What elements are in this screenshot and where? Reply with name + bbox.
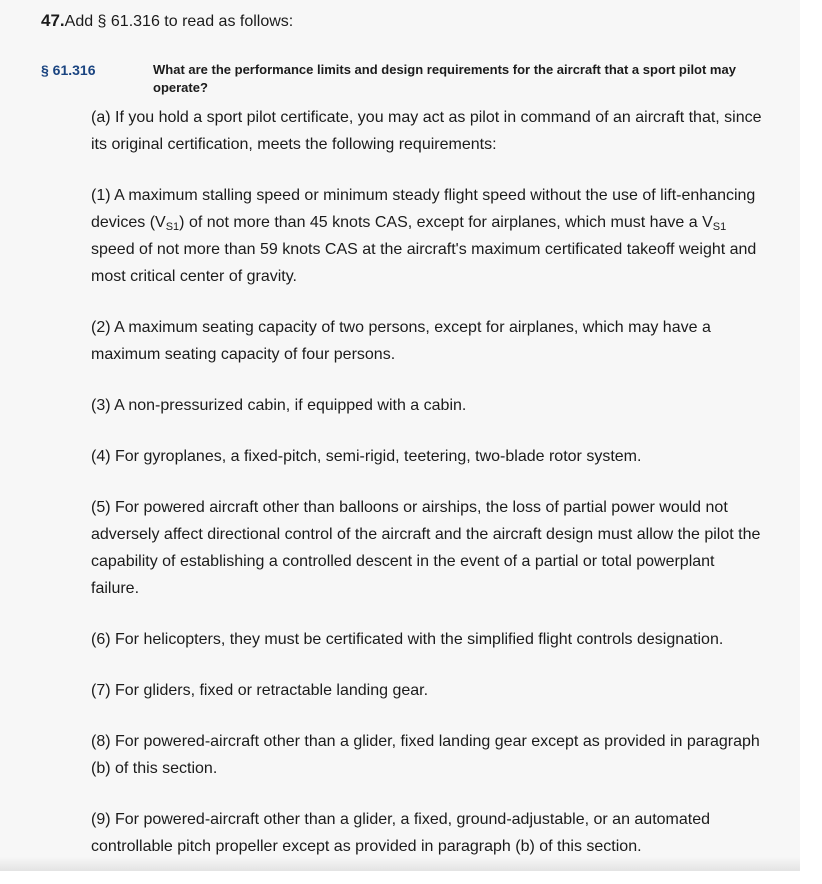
paragraph-1-subscript-1: S1: [165, 221, 180, 233]
instruction-text: Add § 61.316 to read as follows:: [64, 13, 294, 30]
section-subject: What are the performance limits and design requirements for the aircraft that a sport pilot may operate?: [153, 62, 736, 95]
paragraph-6: (6) For helicopters, they must be certificated with the simplified flight controls designation.: [91, 631, 724, 648]
paragraph-a: (a) If you hold a sport pilot certificate, you may act as pilot in command of an aircraft that, since its original certification, meets the following requirements:: [91, 109, 762, 153]
paragraph-1-text-part3: speed of not more than 59 knots CAS at the aircraft's maximum certificated takeoff weight and most critical center of gravity.: [91, 241, 757, 285]
paragraph-9: (9) For powered-aircraft other than a glider, a fixed, ground-adjustable, or an automated controllable pitch propeller except as provided in paragraph (b) of this section.: [91, 811, 711, 855]
instruction-number: 47.: [41, 11, 65, 30]
paragraph-5: (5) For powered aircraft other than balloons or airships, the loss of partial power would not adversely affect directional control of the aircraft and the aircraft design must allow the pilot the capability of establishing a controlled descent in the event of a partial or total powerplant failure.: [91, 499, 761, 597]
paragraph-2: (2) A maximum seating capacity of two persons, except for airplanes, which may have a maximum seating capacity of four persons.: [91, 319, 711, 363]
amendment-instruction: [41, 10, 293, 33]
bottom-scroll-fade: [0, 857, 800, 871]
paragraph-7: (7) For gliders, fixed or retractable landing gear.: [91, 682, 429, 699]
right-gutter: [800, 0, 822, 871]
paragraph-1-text-part1: (1) A maximum stalling speed or minimum steady flight speed without the use of lift-enhancing devices (V: [91, 187, 756, 231]
paragraph-1-text-part2: ) of not more than 45 knots CAS, except for airplanes, which must have a V: [179, 214, 713, 231]
paragraph-3: (3) A non-pressurized cabin, if equipped with a cabin.: [91, 397, 467, 414]
paragraph-8: (8) For powered-aircraft other than a glider, fixed landing gear except as provided in paragraph (b) of this section.: [91, 733, 760, 777]
paragraph-4: (4) For gyroplanes, a fixed-pitch, semi-rigid, teetering, two-blade rotor system.: [91, 448, 642, 465]
paragraph-1: [91, 182, 763, 290]
section-body: [91, 104, 763, 884]
section-number-link[interactable]: § 61.316: [41, 62, 96, 78]
paragraph-1-subscript-2: S1: [712, 221, 727, 233]
